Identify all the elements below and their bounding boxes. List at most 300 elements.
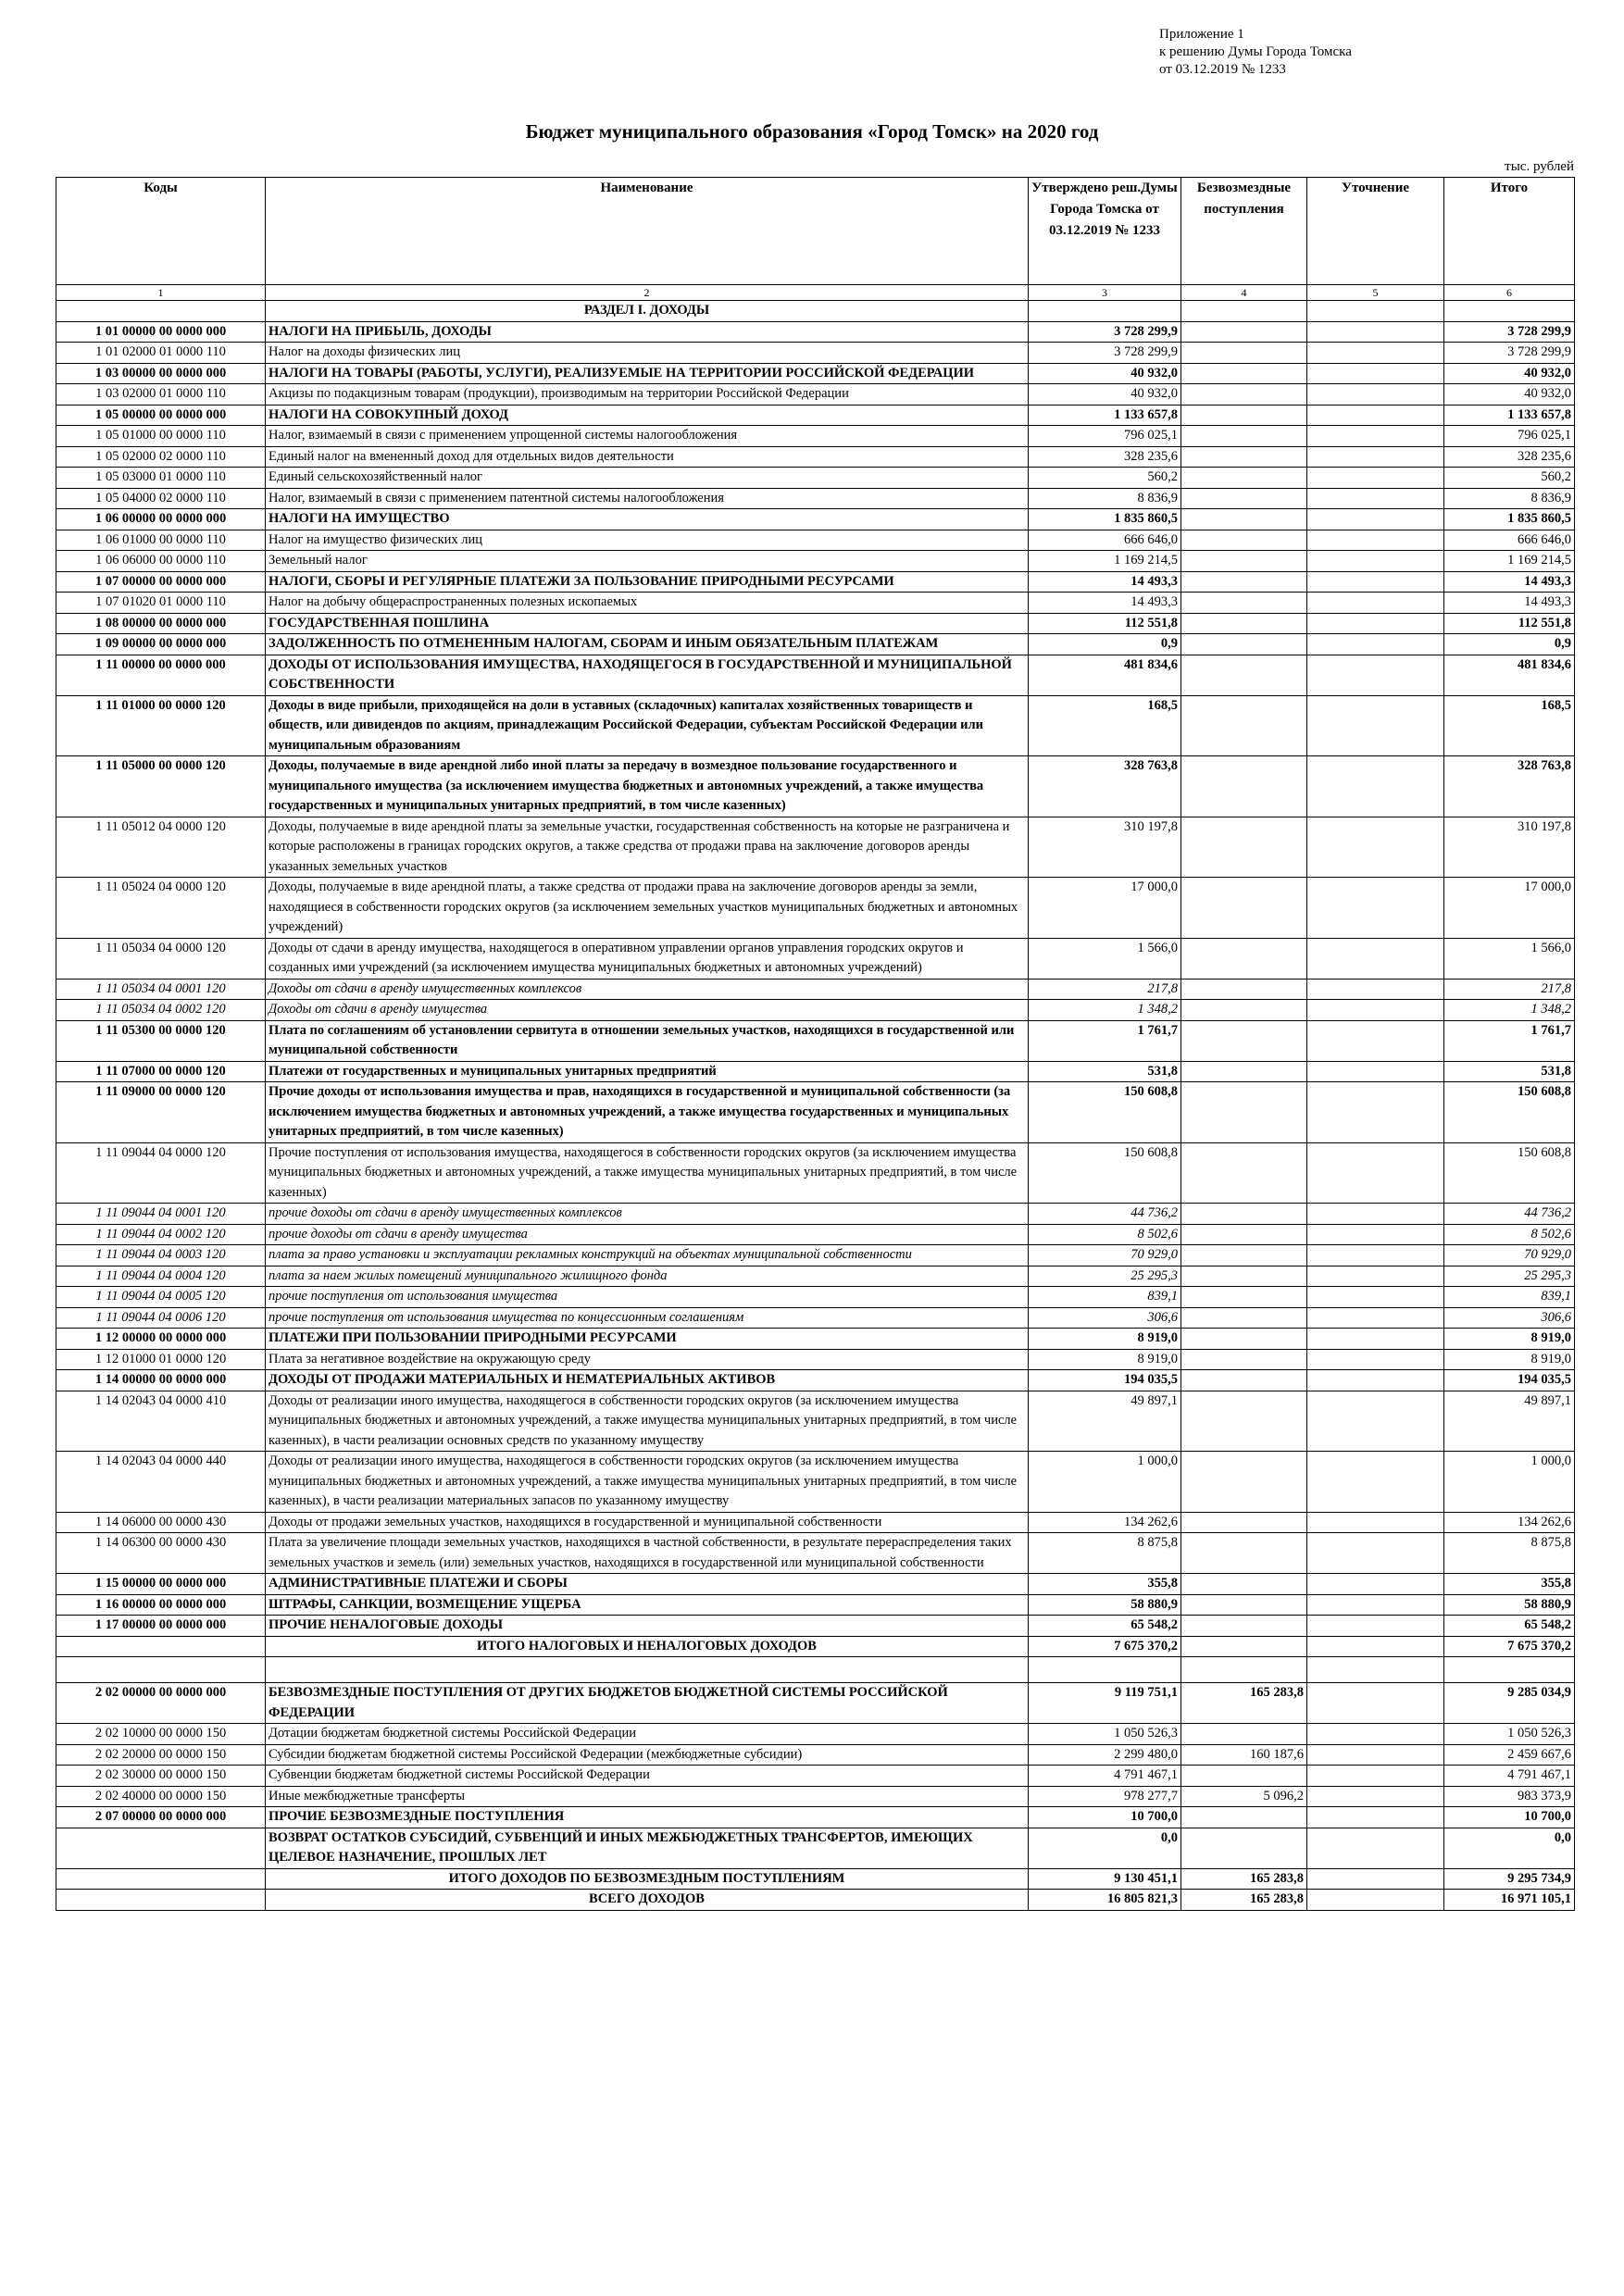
- table-row: [56, 1000, 1575, 1021]
- row-name: Налог, взимаемый в связи с применением упрощенной системы налогообложения: [266, 426, 1029, 447]
- row-grants: [1181, 979, 1307, 1000]
- row-grants: [1181, 1657, 1307, 1683]
- column-number: 6: [1444, 285, 1575, 301]
- row-grants: [1181, 1020, 1307, 1061]
- row-grants: [1181, 817, 1307, 878]
- row-approved: 150 608,8: [1029, 1082, 1181, 1143]
- table-row: [56, 1657, 1575, 1683]
- row-name: Доходы, получаемые в виде арендной платы за земельные участки, государственная собственность на которые не разграничена и которые расположены в границах городских округов, а также средства от продажи права на заключение договоров аренды указанных земельных участков: [266, 817, 1029, 878]
- row-approved: 8 836,9: [1029, 488, 1181, 509]
- row-name: ДОХОДЫ ОТ ИСПОЛЬЗОВАНИЯ ИМУЩЕСТВА, НАХОДЯЩЕГОСЯ В ГОСУДАРСТВЕННОЙ И МУНИЦИПАЛЬНОЙ СОБСТВЕННОСТИ: [266, 655, 1029, 695]
- row-total: 0,0: [1444, 1828, 1575, 1868]
- row-approved: 3 728 299,9: [1029, 321, 1181, 343]
- row-adjustment: [1307, 551, 1444, 572]
- row-grants: [1181, 1533, 1307, 1574]
- section-empty-cell: [1181, 301, 1307, 322]
- row-name: ИТОГО ДОХОДОВ ПО БЕЗВОЗМЕЗДНЫМ ПОСТУПЛЕНИЯМ: [266, 1868, 1029, 1890]
- table-row: [56, 695, 1575, 756]
- row-approved: 328 235,6: [1029, 446, 1181, 468]
- row-grants: [1181, 756, 1307, 817]
- row-code: 1 11 09044 04 0006 120: [56, 1307, 266, 1329]
- row-name: Плата за увеличение площади земельных участков, находящихся в частной собственности, в результате перераспределения таких земельных участков и земель (или) земельных участков, находящихся в государственной или муниципальной собственности: [266, 1533, 1029, 1574]
- table-row: [56, 1786, 1575, 1807]
- row-grants: [1181, 488, 1307, 509]
- row-name: НАЛОГИ, СБОРЫ И РЕГУЛЯРНЫЕ ПЛАТЕЖИ ЗА ПОЛЬЗОВАНИЕ ПРИРОДНЫМИ РЕСУРСАМИ: [266, 571, 1029, 593]
- row-name: Налог на доходы физических лиц: [266, 343, 1029, 364]
- row-approved: 112 551,8: [1029, 613, 1181, 634]
- table-row: [56, 488, 1575, 509]
- row-approved: 1 133 657,8: [1029, 405, 1181, 426]
- row-total: 3 728 299,9: [1444, 321, 1575, 343]
- row-approved: 1 835 860,5: [1029, 509, 1181, 530]
- table-row: [56, 634, 1575, 655]
- table-row: [56, 1224, 1575, 1245]
- row-grants: [1181, 405, 1307, 426]
- row-total: 168,5: [1444, 695, 1575, 756]
- row-name: Налог на добычу общераспространенных полезных ископаемых: [266, 593, 1029, 614]
- row-name: плата за право установки и эксплуатации рекламных конструкций на объектах муниципальной собственности: [266, 1245, 1029, 1267]
- row-total: 17 000,0: [1444, 878, 1575, 939]
- row-code: [56, 1657, 266, 1683]
- row-name: ПЛАТЕЖИ ПРИ ПОЛЬЗОВАНИИ ПРИРОДНЫМИ РЕСУРСАМИ: [266, 1329, 1029, 1350]
- row-approved: 150 608,8: [1029, 1142, 1181, 1204]
- row-adjustment: [1307, 1266, 1444, 1287]
- row-name: прочие доходы от сдачи в аренду имущественных комплексов: [266, 1204, 1029, 1225]
- column-number: 2: [266, 285, 1029, 301]
- row-total: 1 133 657,8: [1444, 405, 1575, 426]
- row-total: 310 197,8: [1444, 817, 1575, 878]
- row-code: 1 14 02043 04 0000 440: [56, 1452, 266, 1513]
- budget-table: [56, 177, 1575, 1911]
- row-grants: [1181, 1329, 1307, 1350]
- row-adjustment: [1307, 1061, 1444, 1082]
- column-number: 1: [56, 285, 266, 301]
- row-total: 1 050 526,3: [1444, 1724, 1575, 1745]
- table-row: [56, 1020, 1575, 1061]
- row-total: 531,8: [1444, 1061, 1575, 1082]
- approval-line: к решению Думы Города Томска: [1159, 44, 1352, 59]
- row-code: 1 08 00000 00 0000 000: [56, 613, 266, 634]
- row-code: 1 01 02000 01 0000 110: [56, 343, 266, 364]
- section-empty-cell: [1444, 301, 1575, 322]
- table-row: [56, 530, 1575, 551]
- row-code: 1 11 05034 04 0000 120: [56, 938, 266, 979]
- section-row: [56, 301, 1575, 322]
- row-name: Единый налог на вмененный доход для отдельных видов деятельности: [266, 446, 1029, 468]
- row-grants: [1181, 1000, 1307, 1021]
- row-total: 40 932,0: [1444, 363, 1575, 384]
- row-approved: 3 728 299,9: [1029, 343, 1181, 364]
- row-name: [266, 1657, 1029, 1683]
- table-row: [56, 1307, 1575, 1329]
- row-code: 1 07 01020 01 0000 110: [56, 593, 266, 614]
- row-name: Прочие доходы от использования имущества и прав, находящихся в государственной и муниципальной собственности (за исключением имущества бюджетных и автономных учреждений, а также имущества государственных и муниципальных унитарных предприятий, в том числе казенных): [266, 1082, 1029, 1143]
- row-approved: 1 169 214,5: [1029, 551, 1181, 572]
- row-adjustment: [1307, 1000, 1444, 1021]
- row-name: плата за наем жилых помещений муниципального жилищного фонда: [266, 1266, 1029, 1287]
- table-row: [56, 426, 1575, 447]
- table-row: [56, 1890, 1575, 1911]
- row-adjustment: [1307, 1890, 1444, 1911]
- table-row: [56, 1061, 1575, 1082]
- row-grants: [1181, 426, 1307, 447]
- row-adjustment: [1307, 613, 1444, 634]
- row-code: 1 11 09044 04 0005 120: [56, 1287, 266, 1308]
- row-code: 2 02 20000 00 0000 150: [56, 1744, 266, 1766]
- row-adjustment: [1307, 1657, 1444, 1683]
- row-adjustment: [1307, 1828, 1444, 1868]
- table-row: [56, 655, 1575, 695]
- row-approved: 194 035,5: [1029, 1370, 1181, 1391]
- row-grants: [1181, 1307, 1307, 1329]
- row-adjustment: [1307, 1329, 1444, 1350]
- row-name: АДМИНИСТРАТИВНЫЕ ПЛАТЕЖИ И СБОРЫ: [266, 1574, 1029, 1595]
- row-code: 1 07 00000 00 0000 000: [56, 571, 266, 593]
- row-adjustment: [1307, 756, 1444, 817]
- table-row: [56, 1082, 1575, 1143]
- row-code: 1 05 00000 00 0000 000: [56, 405, 266, 426]
- row-total: 44 736,2: [1444, 1204, 1575, 1225]
- row-approved: 1 761,7: [1029, 1020, 1181, 1061]
- table-row: [56, 1142, 1575, 1204]
- row-approved: 44 736,2: [1029, 1204, 1181, 1225]
- table-row: [56, 1724, 1575, 1745]
- table-row: [56, 1349, 1575, 1370]
- row-name: прочие поступления от использования имущества по концессионным соглашениям: [266, 1307, 1029, 1329]
- table-row: [56, 817, 1575, 878]
- row-grants: [1181, 655, 1307, 695]
- row-adjustment: [1307, 1594, 1444, 1616]
- row-adjustment: [1307, 1245, 1444, 1267]
- row-total: 666 646,0: [1444, 530, 1575, 551]
- row-code: 1 11 05034 04 0001 120: [56, 979, 266, 1000]
- row-total: 306,6: [1444, 1307, 1575, 1329]
- row-grants: [1181, 1142, 1307, 1204]
- section-empty-cell: [1307, 301, 1444, 322]
- table-row: [56, 343, 1575, 364]
- row-code: 2 02 40000 00 0000 150: [56, 1786, 266, 1807]
- row-grants: [1181, 878, 1307, 939]
- approval-line: от 03.12.2019 № 1233: [1159, 62, 1286, 77]
- row-code: 1 12 01000 01 0000 120: [56, 1349, 266, 1370]
- row-grants: [1181, 1594, 1307, 1616]
- table-row: [56, 1868, 1575, 1890]
- row-total: 70 929,0: [1444, 1245, 1575, 1267]
- row-code: 1 11 09000 00 0000 120: [56, 1082, 266, 1143]
- row-approved: 2 299 480,0: [1029, 1744, 1181, 1766]
- row-total: 796 025,1: [1444, 426, 1575, 447]
- row-total: 14 493,3: [1444, 571, 1575, 593]
- row-name: ЗАДОЛЖЕННОСТЬ ПО ОТМЕНЕННЫМ НАЛОГАМ, СБОРАМ И ИНЫМ ОБЯЗАТЕЛЬНЫМ ПЛАТЕЖАМ: [266, 634, 1029, 655]
- row-grants: [1181, 1452, 1307, 1513]
- row-approved: 666 646,0: [1029, 530, 1181, 551]
- row-adjustment: [1307, 1766, 1444, 1787]
- row-adjustment: [1307, 1082, 1444, 1143]
- row-total: 150 608,8: [1444, 1142, 1575, 1204]
- row-grants: [1181, 634, 1307, 655]
- row-total: 25 295,3: [1444, 1266, 1575, 1287]
- row-grants: [1181, 1287, 1307, 1308]
- row-code: 1 11 05024 04 0000 120: [56, 878, 266, 939]
- row-code: 1 05 04000 02 0000 110: [56, 488, 266, 509]
- row-grants: [1181, 509, 1307, 530]
- table-row: [56, 384, 1575, 406]
- table-row: [56, 446, 1575, 468]
- row-name: НАЛОГИ НА ИМУЩЕСТВО: [266, 509, 1029, 530]
- row-total: 16 971 105,1: [1444, 1890, 1575, 1911]
- row-code: 1 05 01000 00 0000 110: [56, 426, 266, 447]
- row-grants: [1181, 446, 1307, 468]
- row-name: Платежи от государственных и муниципальных унитарных предприятий: [266, 1061, 1029, 1082]
- row-adjustment: [1307, 426, 1444, 447]
- row-approved: 70 929,0: [1029, 1245, 1181, 1267]
- column-number: 5: [1307, 285, 1444, 301]
- row-adjustment: [1307, 468, 1444, 489]
- row-grants: [1181, 551, 1307, 572]
- row-adjustment: [1307, 1744, 1444, 1766]
- row-code: 1 16 00000 00 0000 000: [56, 1594, 266, 1616]
- row-approved: 1 348,2: [1029, 1000, 1181, 1021]
- row-approved: 8 502,6: [1029, 1224, 1181, 1245]
- row-approved: 17 000,0: [1029, 878, 1181, 939]
- row-grants: [1181, 613, 1307, 634]
- row-grants: [1181, 363, 1307, 384]
- row-adjustment: [1307, 1204, 1444, 1225]
- row-total: 1 761,7: [1444, 1020, 1575, 1061]
- row-code: [56, 1868, 266, 1890]
- row-name: Прочие поступления от использования имущества, находящегося в собственности городских округов (за исключением имущества муниципальных бюджетных и автономных учреждений, а также имущества муниципальных унитарных предприятий, в том числе казенных): [266, 1142, 1029, 1204]
- table-row: [56, 321, 1575, 343]
- row-approved: 328 763,8: [1029, 756, 1181, 817]
- row-approved: 9 119 751,1: [1029, 1683, 1181, 1724]
- row-name: Доходы, получаемые в виде арендной либо иной платы за передачу в возмездное пользование государственного и муниципального имущества (за исключением имущества бюджетных и автономных учреждений, а также имущества государственных и муниципальных унитарных предприятий, в том числе казенных): [266, 756, 1029, 817]
- row-name: Субсидии бюджетам бюджетной системы Российской Федерации (межбюджетные субсидии): [266, 1744, 1029, 1766]
- row-code: 1 01 00000 00 0000 000: [56, 321, 266, 343]
- row-name: Доходы от сдачи в аренду имущества, находящегося в оперативном управлении органов управления городских округов и созданных ими учреждений (за исключением имущества муниципальных бюджетных и автономных учреждений): [266, 938, 1029, 979]
- row-grants: 165 283,8: [1181, 1683, 1307, 1724]
- row-total: 14 493,3: [1444, 593, 1575, 614]
- row-approved: 8 919,0: [1029, 1349, 1181, 1370]
- row-total: 150 608,8: [1444, 1082, 1575, 1143]
- table-row: [56, 551, 1575, 572]
- row-grants: [1181, 938, 1307, 979]
- row-adjustment: [1307, 1370, 1444, 1391]
- approval-line: Приложение 1: [1159, 27, 1244, 42]
- row-code: [56, 1828, 266, 1868]
- row-adjustment: [1307, 1142, 1444, 1204]
- row-total: 65 548,2: [1444, 1616, 1575, 1637]
- row-approved: 16 805 821,3: [1029, 1890, 1181, 1911]
- row-code: 2 07 00000 00 0000 000: [56, 1807, 266, 1828]
- row-approved: 40 932,0: [1029, 363, 1181, 384]
- row-name: НАЛОГИ НА СОВОКУПНЫЙ ДОХОД: [266, 405, 1029, 426]
- row-total: 217,8: [1444, 979, 1575, 1000]
- row-total: 8 836,9: [1444, 488, 1575, 509]
- row-total: 9 285 034,9: [1444, 1683, 1575, 1724]
- row-approved: 40 932,0: [1029, 384, 1181, 406]
- row-approved: 14 493,3: [1029, 593, 1181, 614]
- row-approved: 1 566,0: [1029, 938, 1181, 979]
- header-codes: Коды: [56, 178, 266, 285]
- row-total: 0,9: [1444, 634, 1575, 655]
- row-code: 1 11 07000 00 0000 120: [56, 1061, 266, 1082]
- header-name: Наименование: [266, 178, 1029, 285]
- row-total: 983 373,9: [1444, 1786, 1575, 1807]
- row-code: 1 17 00000 00 0000 000: [56, 1616, 266, 1637]
- row-total: 8 919,0: [1444, 1349, 1575, 1370]
- row-total: 1 566,0: [1444, 938, 1575, 979]
- row-grants: [1181, 1061, 1307, 1082]
- row-total: 40 932,0: [1444, 384, 1575, 406]
- row-total: 8 919,0: [1444, 1329, 1575, 1350]
- row-total: 1 000,0: [1444, 1452, 1575, 1513]
- row-grants: [1181, 1082, 1307, 1143]
- row-name: НАЛОГИ НА ТОВАРЫ (РАБОТЫ, УСЛУГИ), РЕАЛИЗУЕМЫЕ НА ТЕРРИТОРИИ РОССИЙСКОЙ ФЕДЕРАЦИИ: [266, 363, 1029, 384]
- table-row: [56, 1391, 1575, 1452]
- table-row: [56, 1204, 1575, 1225]
- row-adjustment: [1307, 1616, 1444, 1637]
- row-grants: 165 283,8: [1181, 1868, 1307, 1890]
- row-approved: 217,8: [1029, 979, 1181, 1000]
- row-grants: [1181, 1349, 1307, 1370]
- row-code: 1 06 01000 00 0000 110: [56, 530, 266, 551]
- row-adjustment: [1307, 446, 1444, 468]
- row-total: 8 502,6: [1444, 1224, 1575, 1245]
- row-total: 2 459 667,6: [1444, 1744, 1575, 1766]
- row-code: 1 12 00000 00 0000 000: [56, 1329, 266, 1350]
- row-adjustment: [1307, 384, 1444, 406]
- row-approved: 8 875,8: [1029, 1533, 1181, 1574]
- row-total: 839,1: [1444, 1287, 1575, 1308]
- table-row: [56, 878, 1575, 939]
- row-adjustment: [1307, 634, 1444, 655]
- row-adjustment: [1307, 1724, 1444, 1745]
- row-name: Доходы от продажи земельных участков, находящихся в государственной и муниципальной собственности: [266, 1512, 1029, 1533]
- row-name: Иные межбюджетные трансферты: [266, 1786, 1029, 1807]
- row-code: 1 11 05012 04 0000 120: [56, 817, 266, 878]
- table-header: [56, 178, 1575, 285]
- table-row: [56, 979, 1575, 1000]
- row-name: Доходы от сдачи в аренду имущественных комплексов: [266, 979, 1029, 1000]
- row-approved: 355,8: [1029, 1574, 1181, 1595]
- row-grants: [1181, 321, 1307, 343]
- row-approved: 978 277,7: [1029, 1786, 1181, 1807]
- row-name: Плата за негативное воздействие на окружающую среду: [266, 1349, 1029, 1370]
- row-name: Налог, взимаемый в связи с применением патентной системы налогообложения: [266, 488, 1029, 509]
- row-adjustment: [1307, 1786, 1444, 1807]
- row-approved: 0,9: [1029, 634, 1181, 655]
- row-grants: [1181, 593, 1307, 614]
- row-total: 560,2: [1444, 468, 1575, 489]
- row-code: 1 11 00000 00 0000 000: [56, 655, 266, 695]
- table-row: [56, 1370, 1575, 1391]
- row-grants: [1181, 1370, 1307, 1391]
- row-code: 1 14 02043 04 0000 410: [56, 1391, 266, 1452]
- row-code: 2 02 00000 00 0000 000: [56, 1683, 266, 1724]
- row-name: Доходы в виде прибыли, приходящейся на доли в уставных (складочных) капиталах хозяйственных товариществ и обществ, или дивидендов по акциям, принадлежащим Российской Федерации, субъектам Российской Федерации или муниципальным образованиям: [266, 695, 1029, 756]
- row-approved: 168,5: [1029, 695, 1181, 756]
- column-numbers-row: [56, 285, 1575, 301]
- row-grants: 165 283,8: [1181, 1890, 1307, 1911]
- table-row: [56, 1452, 1575, 1513]
- row-code: 1 11 09044 04 0001 120: [56, 1204, 266, 1225]
- row-code: 1 11 09044 04 0004 120: [56, 1266, 266, 1287]
- row-approved: 49 897,1: [1029, 1391, 1181, 1452]
- row-grants: [1181, 384, 1307, 406]
- row-name: ДОХОДЫ ОТ ПРОДАЖИ МАТЕРИАЛЬНЫХ И НЕМАТЕРИАЛЬНЫХ АКТИВОВ: [266, 1370, 1029, 1391]
- table-row: [56, 1807, 1575, 1828]
- row-adjustment: [1307, 593, 1444, 614]
- row-approved: 134 262,6: [1029, 1512, 1181, 1533]
- row-total: 49 897,1: [1444, 1391, 1575, 1452]
- row-approved: 9 130 451,1: [1029, 1868, 1181, 1890]
- row-code: 1 11 01000 00 0000 120: [56, 695, 266, 756]
- row-code: 1 15 00000 00 0000 000: [56, 1574, 266, 1595]
- row-approved: 0,0: [1029, 1828, 1181, 1868]
- row-name: Дотации бюджетам бюджетной системы Российской Федерации: [266, 1724, 1029, 1745]
- row-total: 328 763,8: [1444, 756, 1575, 817]
- row-name: Земельный налог: [266, 551, 1029, 572]
- row-name: прочие доходы от сдачи в аренду имущества: [266, 1224, 1029, 1245]
- row-code: 1 11 05300 00 0000 120: [56, 1020, 266, 1061]
- row-name: ВОЗВРАТ ОСТАТКОВ СУБСИДИЙ, СУБВЕНЦИЙ И ИНЫХ МЕЖБЮДЖЕТНЫХ ТРАНСФЕРТОВ, ИМЕЮЩИХ ЦЕЛЕВОЕ НАЗНАЧЕНИЕ, ПРОШЛЫХ ЛЕТ: [266, 1828, 1029, 1868]
- row-adjustment: [1307, 321, 1444, 343]
- row-grants: 5 096,2: [1181, 1786, 1307, 1807]
- column-number: 3: [1029, 285, 1181, 301]
- table-row: [56, 593, 1575, 614]
- table-row: [56, 938, 1575, 979]
- table-row: [56, 1329, 1575, 1350]
- table-row: [56, 1245, 1575, 1267]
- row-adjustment: [1307, 530, 1444, 551]
- table-row: [56, 1766, 1575, 1787]
- table-row: [56, 571, 1575, 593]
- row-total: 3 728 299,9: [1444, 343, 1575, 364]
- row-adjustment: [1307, 1020, 1444, 1061]
- row-total: 355,8: [1444, 1574, 1575, 1595]
- row-approved: 481 834,6: [1029, 655, 1181, 695]
- row-grants: [1181, 1616, 1307, 1637]
- row-name: Доходы от сдачи в аренду имущества: [266, 1000, 1029, 1021]
- row-grants: [1181, 695, 1307, 756]
- row-adjustment: [1307, 363, 1444, 384]
- table-row: [56, 1636, 1575, 1657]
- row-code: [56, 1636, 266, 1657]
- row-approved: 58 880,9: [1029, 1594, 1181, 1616]
- row-grants: [1181, 1724, 1307, 1745]
- row-grants: [1181, 1266, 1307, 1287]
- table-row: [56, 1828, 1575, 1868]
- row-code: 1 11 05000 00 0000 120: [56, 756, 266, 817]
- units-label: тыс. рублей: [1505, 159, 1574, 174]
- section-title: РАЗДЕЛ I. ДОХОДЫ: [266, 301, 1029, 322]
- row-name: ШТРАФЫ, САНКЦИИ, ВОЗМЕЩЕНИЕ УЩЕРБА: [266, 1594, 1029, 1616]
- row-approved: 4 791 467,1: [1029, 1766, 1181, 1787]
- table-row: [56, 1616, 1575, 1637]
- row-approved: 65 548,2: [1029, 1616, 1181, 1637]
- row-code: [56, 1890, 266, 1911]
- row-adjustment: [1307, 1307, 1444, 1329]
- row-total: 9 295 734,9: [1444, 1868, 1575, 1890]
- table-row: [56, 1594, 1575, 1616]
- row-adjustment: [1307, 878, 1444, 939]
- table-row: [56, 509, 1575, 530]
- header-grants: Безвозмездные поступления: [1181, 178, 1307, 285]
- row-total: 1 348,2: [1444, 1000, 1575, 1021]
- row-total: 481 834,6: [1444, 655, 1575, 695]
- row-total: 10 700,0: [1444, 1807, 1575, 1828]
- row-code: 2 02 30000 00 0000 150: [56, 1766, 266, 1787]
